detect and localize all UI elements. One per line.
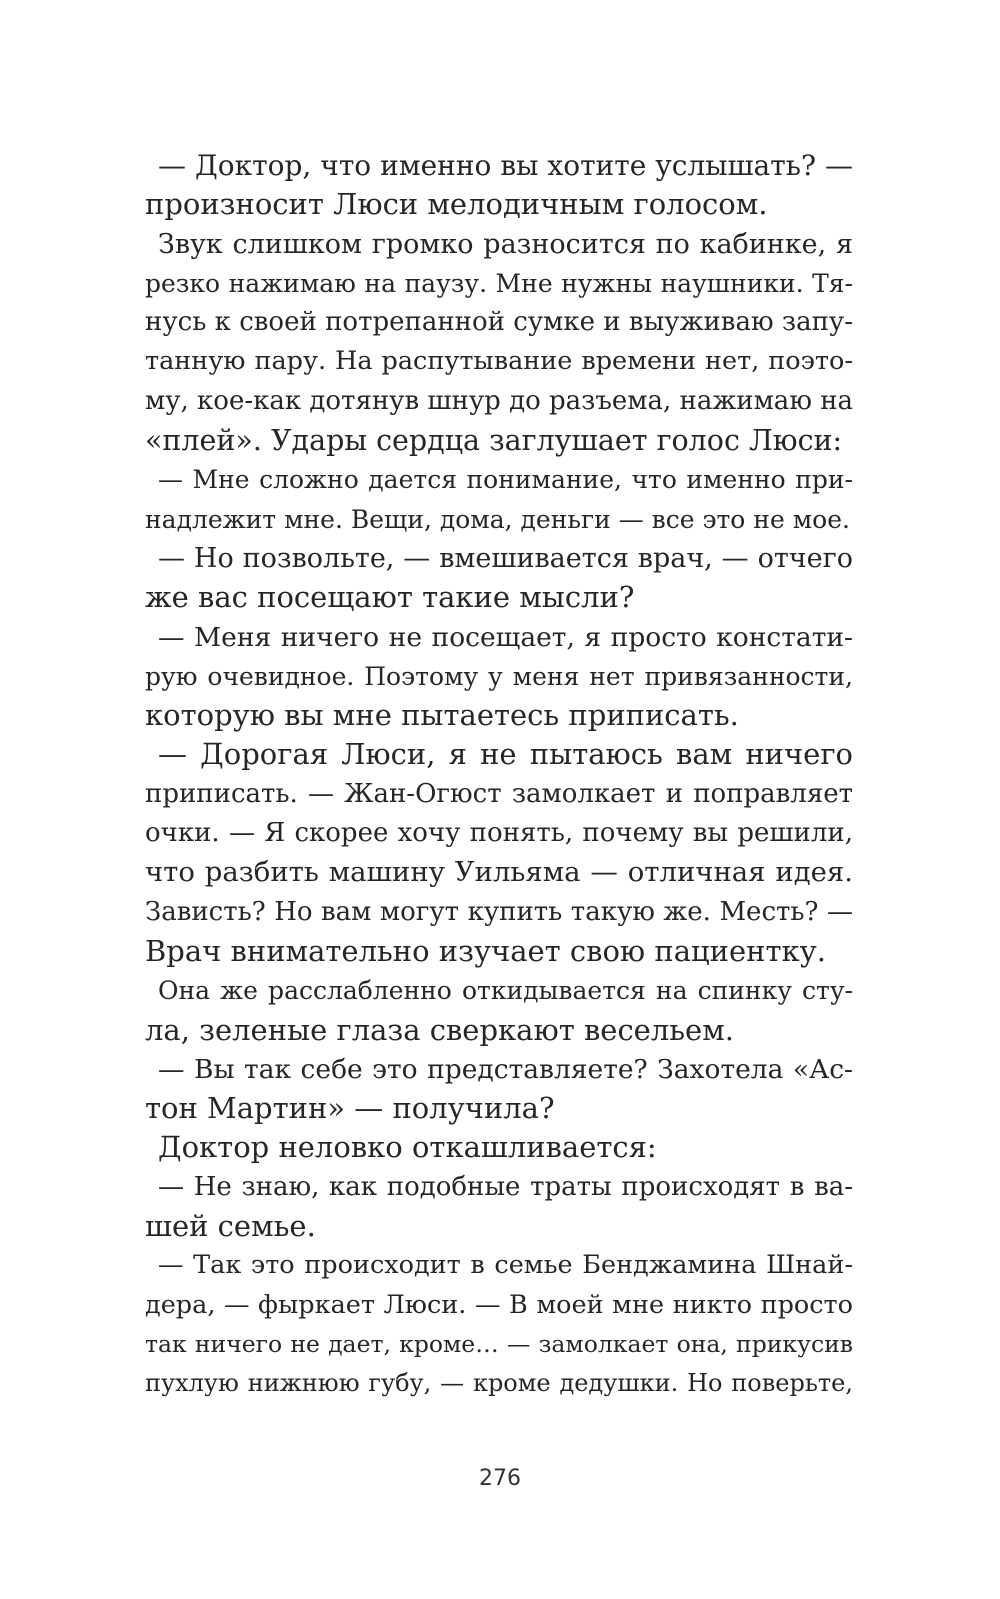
text-line: Доктор неловко откашливается: xyxy=(158,1130,657,1165)
text-line: надлежит мне. Вещи, дома, деньги — все это не мое. xyxy=(145,504,850,534)
text-line: что разбить машину Уильяма — отличная идея. xyxy=(145,856,853,889)
text-line: — Так это происходит в семье Бенджамина Шнай- xyxy=(158,1250,853,1281)
text-line: Звук слишком громко разносится по кабинке, я xyxy=(158,228,853,260)
text-line: — Вы так себе это представляете? Захотела «Ас- xyxy=(158,1053,853,1085)
text-line: — Меня ничего не посещает, я просто констати- xyxy=(158,621,853,653)
text-line: «плей». Удары сердца заглушает голос Люси: xyxy=(145,424,843,458)
text-line: резко нажимаю на паузу. Мне нужны наушники. Тя- xyxy=(145,268,853,298)
text-line: приписать. — Жан-Огюст замолкает и поправляет xyxy=(145,778,853,809)
text-line: которую вы мне пытаетесь приписать. xyxy=(145,698,739,733)
text-line: Врач внимательно изучает свою пациентку. xyxy=(145,933,826,968)
text-line: Зависть? Но вам могут купить такую же. Месть? — xyxy=(145,896,853,927)
text-line: очки. — Я скорее хочу понять, почему вы решили, xyxy=(145,818,853,849)
text-line: — Доктор, что именно вы хотите услышать? — xyxy=(158,149,853,182)
text-line: танную пару. На распутывание времени нет, поэто- xyxy=(145,346,853,377)
text-line: тон Мартин» — получила? xyxy=(145,1091,555,1126)
body-text xyxy=(145,146,853,1404)
text-line: — Но позвольте, — вмешивается врач, — отчего xyxy=(158,542,853,574)
text-line: Она же расслабленно откидывается на спинку сту- xyxy=(158,976,853,1006)
text-line: так ничего не дает, кроме… — замолкает она, прикусив xyxy=(145,1329,853,1358)
text-line: дера, — фыркает Люси. — В моей мне никто просто xyxy=(145,1289,853,1320)
page-number: 276 xyxy=(479,1466,521,1491)
text-line: пухлую нижнюю губу, — кроме дедушки. Но поверьте, xyxy=(145,1369,853,1398)
text-line: — Не знаю, как подобные траты происходят в ва- xyxy=(158,1171,853,1202)
text-line: же вас посещают такие мысли? xyxy=(145,580,635,615)
text-line: рую очевидное. Поэтому у меня нет привязанности, xyxy=(145,661,853,691)
text-line: нусь к своей потрепанной сумке и выуживаю запу- xyxy=(145,307,853,338)
text-line: — Мне сложно дается понимание, что именно при- xyxy=(158,465,853,495)
text-line: ла, зеленые глаза сверкают весельем. xyxy=(145,1012,734,1047)
text-line: — Дорогая Люси, я не пытаюсь вам ничего xyxy=(158,737,853,772)
text-line: произносит Люси мелодичным голосом. xyxy=(145,187,768,222)
text-line: шей семье. xyxy=(145,1209,316,1244)
text-line: му, кое-как дотянув шнур до разъема, нажимаю на xyxy=(145,385,854,416)
